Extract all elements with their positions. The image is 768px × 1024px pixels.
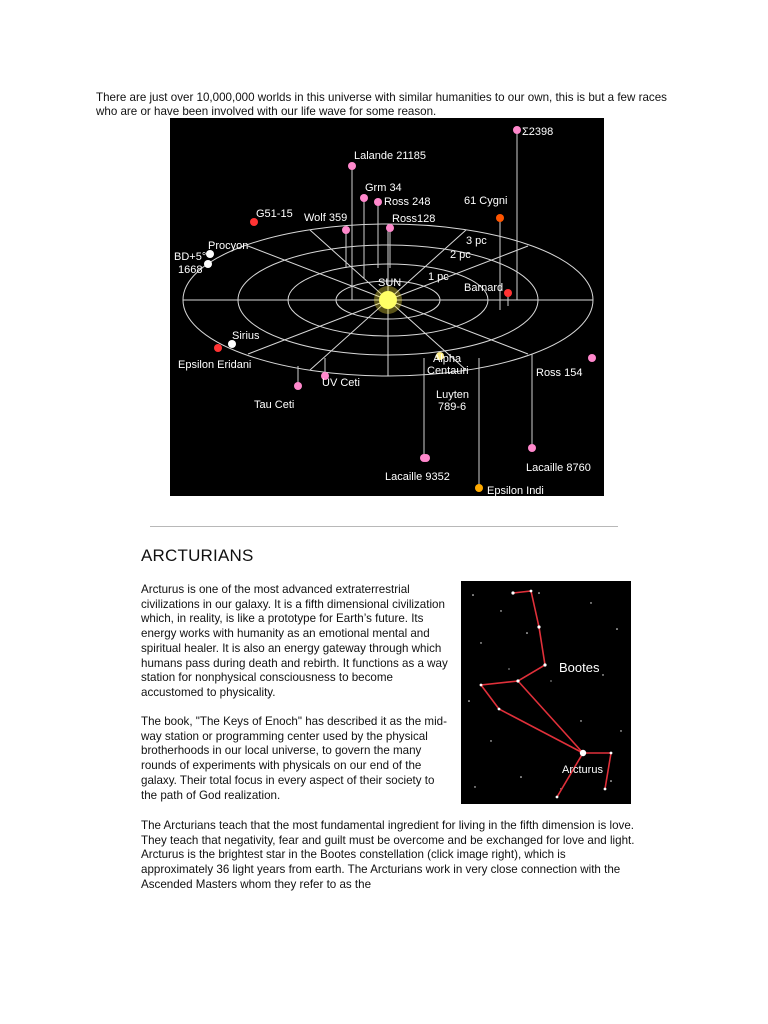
label-procyon: Procyon xyxy=(208,240,249,252)
label-1668: 1668 xyxy=(178,264,203,276)
label-lacaille-8760: Lacaille 8760 xyxy=(526,462,591,474)
star-dot-61-cygni xyxy=(496,214,504,222)
horizontal-divider xyxy=(150,526,618,527)
star-map-svg xyxy=(170,118,604,496)
intro-text: There are just over 10,000,000 worlds in this universe with similar humanities to our own, this is but a few races who are or have been involved with our life wave for some reason. xyxy=(96,91,667,118)
star-dot-epsilon-indi xyxy=(475,484,483,492)
label-uv-ceti: UV Ceti xyxy=(322,377,360,389)
star-dot-ross-154 xyxy=(588,354,596,362)
star-dot-lalande-21185 xyxy=(348,162,356,170)
bootes-label: Bootes xyxy=(559,660,600,675)
paragraph-3: The Arcturians teach that the most fundamental ingredient for living in the fifth dimension is love. They teach that negativity, fear and guilt must be overcome and be exchanged for love and light. Arcturus is the brightest star in the Bootes constellation (click image right), which is approximately 36 light years from earth. The Arcturians work in very close connection with the Ascended Masters whom they refer to as the xyxy=(141,819,635,891)
background-stars xyxy=(468,592,622,790)
label-centauri: Centauri xyxy=(427,365,469,377)
star-dot-wolf-359 xyxy=(342,226,350,234)
label-luyten: Luyten xyxy=(436,389,470,401)
star-map-image[interactable] xyxy=(170,118,604,496)
label-1pc: 1 pc xyxy=(428,271,449,283)
label-ross128: Ross128 xyxy=(392,213,436,225)
star-dot-tau-ceti xyxy=(294,382,302,390)
section-heading: ARCTURIANS xyxy=(141,546,254,565)
label-g51-15: G51-15 xyxy=(256,208,293,220)
label-lacaille-9352: Lacaille 9352 xyxy=(385,471,450,483)
label-tau-ceti: Tau Ceti xyxy=(254,399,295,411)
label-3pc: 3 pc xyxy=(466,235,487,247)
label-epsilon-eridani: Epsilon Eridani xyxy=(178,359,252,371)
label-ross-248: Ross 248 xyxy=(384,196,431,208)
label-epsilon-indi: Epsilon Indi xyxy=(487,485,544,496)
paragraph-1: Arcturus is one of the most advanced extraterrestrial civilizations in our galaxy. It is a fifth dimensional civilization which, in reality, is like a prototype for Earth’s future. Its energy works with humanity as an emotional mental and spiritual healer. It is also an energy gateway through which humans pass during death and rebirth. It functions as a way station for nonphysical consciousness to become accustomed to physicality. xyxy=(141,583,448,699)
arcturus-label: Arcturus xyxy=(562,764,603,776)
star-dot--2398 xyxy=(513,126,521,134)
star-dot-barnard xyxy=(504,289,512,297)
label-sirius: Sirius xyxy=(232,330,260,342)
label-wolf-359: Wolf 359 xyxy=(304,212,348,224)
label-barnard: Barnard xyxy=(464,282,504,294)
bootes-constellation-image[interactable] xyxy=(461,581,631,804)
label-grm-34: Grm 34 xyxy=(365,182,402,194)
label-789-6: 789-6 xyxy=(438,401,467,413)
bootes-svg xyxy=(461,581,631,804)
label-sun: SUN xyxy=(378,277,402,289)
star-dot-grm-34 xyxy=(360,194,368,202)
label-bd-5: BD+5° xyxy=(174,251,207,263)
star-dot-epsilon-eridani xyxy=(214,344,222,352)
paragraph-2: The book, "The Keys of Enoch" has described it as the mid-way station or programming center used by the physical brotherhoods in our local universe, to govern the many rounds of experiments with physicals on our end of the galaxy. Their total focus in every aspect of their society to the path of God realization. xyxy=(141,715,447,802)
star-dot-ross128 xyxy=(386,224,394,232)
star-dot-ross-248 xyxy=(374,198,382,206)
label-alpha: Alpha xyxy=(433,353,462,365)
label-lalande-21185: Lalande 21185 xyxy=(354,150,426,162)
label-61-cygni: 61 Cygni xyxy=(464,195,508,207)
star-dot-lacaille-8760 xyxy=(528,444,536,452)
sun-marker xyxy=(374,286,402,314)
star-stems xyxy=(298,134,532,488)
label-ross-154: Ross 154 xyxy=(536,367,583,379)
label-2pc: 2 pc xyxy=(450,249,471,261)
label-sigma-2398: Σ2398 xyxy=(522,126,554,138)
star-dot-lacaille-9352 xyxy=(422,454,430,462)
